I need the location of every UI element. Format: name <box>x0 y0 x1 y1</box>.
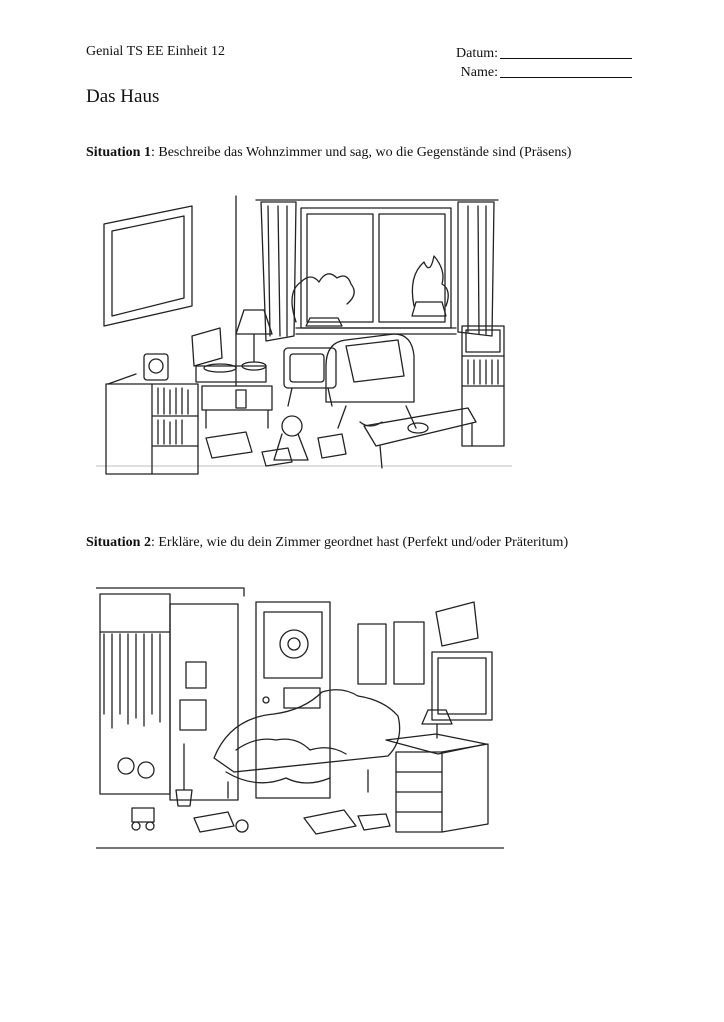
date-row <box>456 44 632 63</box>
bookshelf <box>106 374 198 474</box>
situation-2-prompt <box>86 535 568 551</box>
window <box>296 208 456 334</box>
child-on-floor <box>274 416 308 460</box>
record-player <box>192 328 266 382</box>
bedside-lamp <box>422 710 452 738</box>
wardrobe <box>96 588 244 800</box>
situation-1-label: Situation 1 <box>86 145 151 160</box>
name-row <box>456 63 632 82</box>
header-fields <box>456 44 632 82</box>
coffee-table <box>364 408 476 468</box>
messy-bed <box>214 690 400 798</box>
floor-items <box>206 432 346 466</box>
date-field[interactable] <box>500 44 632 59</box>
living-room-illustration <box>96 176 512 476</box>
television <box>284 348 336 406</box>
shovel <box>176 744 192 806</box>
plants <box>292 256 448 326</box>
situation-2-text: : Erkläre, wie du dein Zimmer geordnet hast (Perfekt und/oder Präteritum) <box>150 535 569 550</box>
situation-1-text: : Beschreibe das Wohnzimmer und sag, wo die Gegenstände sind (Präsens) <box>150 145 572 160</box>
wall-posters <box>358 602 478 684</box>
course-title: Genial TS EE Einheit 12 <box>86 44 225 59</box>
situation-2-label: Situation 2 <box>86 535 151 550</box>
side-table <box>202 386 272 428</box>
page-title: Das Haus <box>86 86 160 107</box>
curtains <box>256 200 498 341</box>
name-label: Name: <box>460 65 498 80</box>
date-label: Datum: <box>456 46 498 61</box>
wall-picture <box>104 206 192 326</box>
armchair-reader <box>326 334 416 428</box>
situation-1-prompt <box>86 145 571 161</box>
right-bookshelf <box>462 326 504 446</box>
clock <box>144 354 168 380</box>
floor-toys <box>132 808 390 834</box>
bedside-drawers <box>386 734 488 832</box>
name-field[interactable] <box>500 63 632 78</box>
bedroom-illustration <box>96 572 504 854</box>
